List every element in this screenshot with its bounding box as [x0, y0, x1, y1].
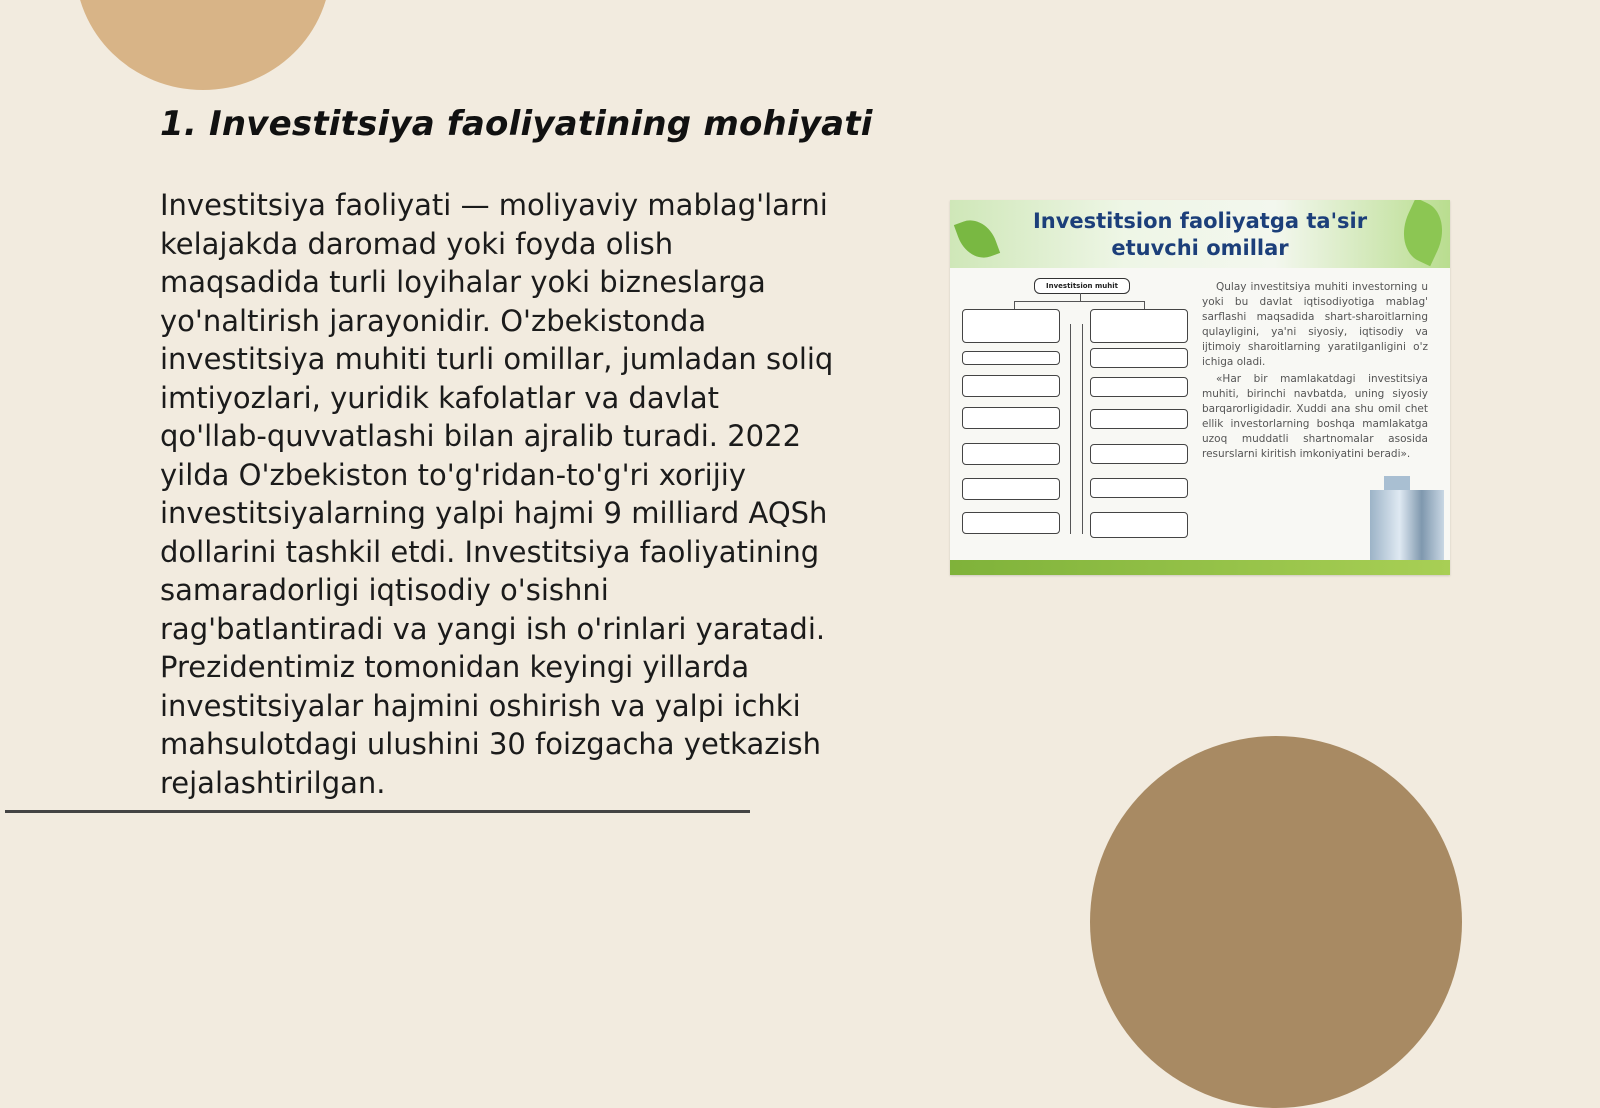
- diagram-node: [962, 443, 1060, 465]
- diagram-node: [962, 407, 1060, 429]
- diagram-root-node: Investitsion muhit: [1034, 278, 1130, 294]
- illustration-image: [950, 200, 1450, 575]
- image-footer-bar: [950, 560, 1450, 575]
- diagram-node: [1090, 309, 1188, 343]
- diagram-connector: [1080, 293, 1081, 301]
- diagram-connector: [1144, 301, 1145, 309]
- diagram-node: [962, 478, 1060, 500]
- divider-line: [5, 810, 750, 813]
- diagram-node: [962, 512, 1060, 534]
- diagram-node: [1090, 478, 1188, 498]
- image-paragraph: Qulay investitsiya muhiti investorning u yoki bu davlat iqtisodiyotiga mablag' sarflashi maqsadida shart-sharoitlarning qulayligini, ya'ni siyosiy, iqtisodiy va ijtimoiy sharoitlarning yaratilganligini o'z ichiga oladi.: [1202, 281, 1428, 368]
- diagram-node: [1090, 377, 1188, 397]
- slide-body-text: Investitsiya faoliyati — moliyaviy mablag'larni kelajakda daromad yoki foyda olish maqsadida turli loyihalar yoki bizneslarga yo'naltirish jarayonidir. O'zbekistonda investitsiya muhiti turli omillar, jumladan soliq imtiyozlari, yuridik kafolatlar va davlat qo'llab-quvvatlashi bilan ajralib turadi. 2022 yilda O'zbekiston to'g'ridan-to'g'ri xorijiy investitsiyalarning yalpi hajmi 9 milliard AQSh dollarini tashkil etdi. Investitsiya faoliyatining samaradorligi iqtisodiy o'sishni rag'batlantiradi va yangi ish o'rinlari yaratadi. Prezidentimiz tomonidan keyingi yillarda investitsiyalar hajmini oshirish va yalpi ichki mahsulotdagi ulushini 30 foizgacha yetkazish rejalashtirilgan.: [160, 188, 834, 800]
- image-header: [950, 200, 1450, 268]
- image-title: Investitsion faoliyatga ta'sir etuvchi omillar: [1032, 209, 1368, 260]
- diagram-connector: [1082, 324, 1083, 534]
- diagram-connector: [1014, 301, 1015, 309]
- factor-diagram: [958, 278, 1200, 558]
- diagram-connector: [1014, 301, 1144, 302]
- image-paragraph: «Har bir mamlakatdagi investitsiya muhiti, birinchi navbatda, uning siyosiy barqarorligidadir. Xuddi ana shu omil chet ellik investorlarning boshqa mamlakatga uzoq muddatli shartnomalar asosida resurslarni kiritish imkoniyatini beradi».: [1202, 373, 1428, 460]
- diagram-node: [962, 375, 1060, 397]
- diagram-node: [962, 309, 1060, 343]
- decorative-circle-bottom: [1090, 736, 1462, 1108]
- decorative-circle-top: [75, 0, 331, 90]
- diagram-node: [1090, 444, 1188, 464]
- diagram-node: [1090, 348, 1188, 368]
- diagram-node: [1090, 512, 1188, 538]
- slide-title: 1. Investitsiya faoliyatining mohiyati: [160, 104, 873, 144]
- diagram-node: [1090, 409, 1188, 429]
- image-paragraph-block: [1202, 280, 1428, 464]
- diagram-node: [962, 351, 1060, 365]
- diagram-connector: [1070, 324, 1071, 534]
